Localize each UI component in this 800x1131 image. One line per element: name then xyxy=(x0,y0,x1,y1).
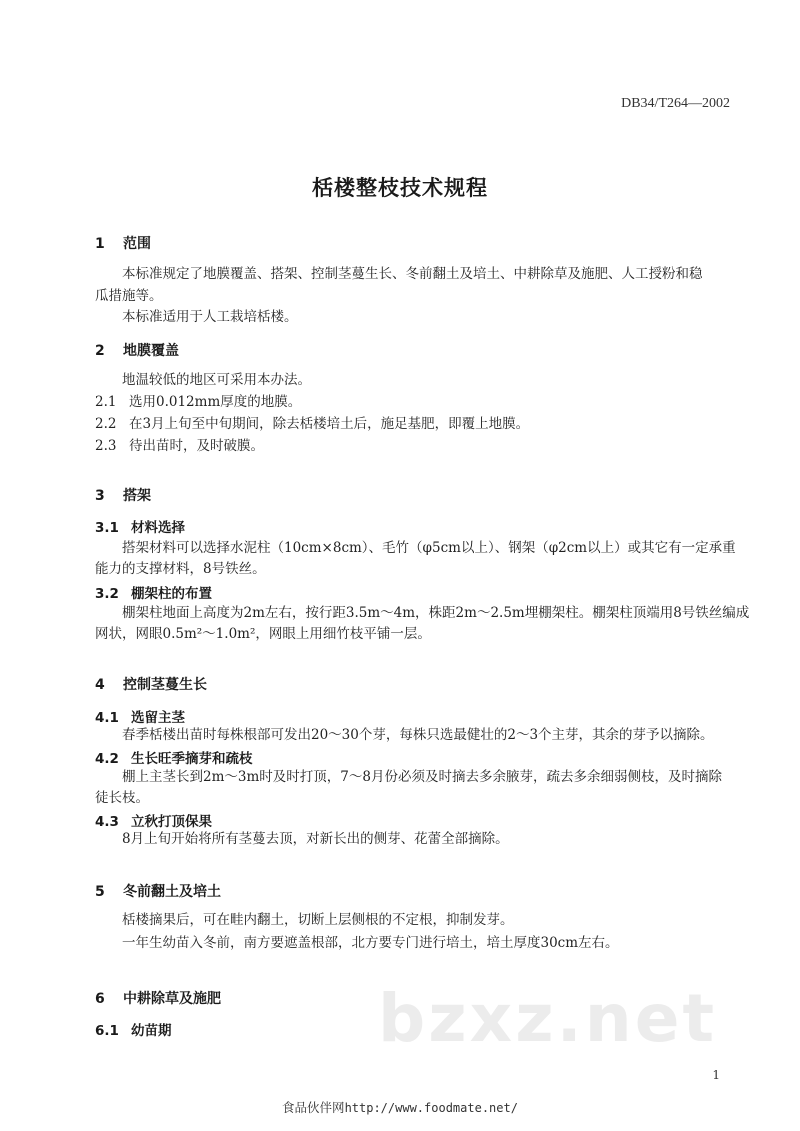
paragraph: 网状，网眼0.5m²～1.0m²，网眼上用细竹枝平铺一层。 xyxy=(95,626,431,642)
section-5-heading xyxy=(95,881,221,901)
section-title: 中耕除草及施肥 xyxy=(123,991,221,1007)
paragraph: 能力的支撑材料，8号铁丝。 xyxy=(95,561,266,577)
item-text: 选用0.012mm厚度的地膜。 xyxy=(129,394,302,410)
standard-code: DB34/T264—2002 xyxy=(621,96,730,111)
section-title: 地膜覆盖 xyxy=(123,343,179,359)
paragraph: 瓜措施等。 xyxy=(95,288,163,304)
section-title: 范围 xyxy=(123,236,151,252)
section-title: 控制茎蔓生长 xyxy=(123,677,207,693)
subsection-6-1-heading xyxy=(95,1019,172,1039)
section-number: 4 xyxy=(95,677,105,693)
paragraph: 棚上主茎长到2m～3m时及时打顶，7～8月份必须及时摘去多余腋芽，疏去多余细弱侧枝，及时摘除 xyxy=(122,769,722,785)
section-title: 冬前翻土及培土 xyxy=(123,884,221,900)
paragraph: 栝楼摘果后，可在畦内翻土，切断上层侧根的不定根，抑制发芽。 xyxy=(122,912,514,928)
section-number: 1 xyxy=(95,236,105,252)
paragraph: 徒长枝。 xyxy=(95,790,149,806)
paragraph: 搭架材料可以选择水泥柱（10cm×8cm）、毛竹（φ5cm以上）、钢架（φ2cm以上）或其它有一定承重 xyxy=(122,540,736,556)
watermark: bzxz.net xyxy=(378,980,718,1057)
subsection-number: 4.2 xyxy=(95,751,119,767)
subsection-number: 6.1 xyxy=(95,1023,119,1039)
footer xyxy=(0,1098,800,1116)
item-number: 2.2 xyxy=(95,416,117,432)
section-6-heading xyxy=(95,988,221,1008)
section-number: 2 xyxy=(95,343,105,359)
paragraph: 一年生幼苗入冬前，南方要遮盖根部，北方要专门进行培土，培土厚度30cm左右。 xyxy=(122,935,619,951)
subsection-number: 4.3 xyxy=(95,814,119,830)
subsection-4-1-heading xyxy=(95,706,185,726)
section-2-heading xyxy=(95,340,179,360)
subsection-number: 3.2 xyxy=(95,586,119,602)
subsection-title: 幼苗期 xyxy=(131,1023,172,1039)
subsection-4-3-heading xyxy=(95,810,212,830)
page-number: 1 xyxy=(712,1068,720,1082)
subsection-4-2-heading xyxy=(95,747,253,767)
item-text: 待出苗时，及时破膜。 xyxy=(129,438,264,454)
item-number: 2.1 xyxy=(95,394,117,410)
section-1-heading xyxy=(95,233,151,253)
list-item xyxy=(95,391,301,413)
section-title: 搭架 xyxy=(123,488,151,504)
page-title: 栝楼整枝技术规程 xyxy=(312,176,488,200)
subsection-number: 4.1 xyxy=(95,710,119,726)
subsection-title: 生长旺季摘芽和疏枝 xyxy=(131,751,253,767)
item-number: 2.3 xyxy=(95,438,117,454)
paragraph: 本标准规定了地膜覆盖、搭架、控制茎蔓生长、冬前翻土及培土、中耕除草及施肥、人工授粉和稳 xyxy=(122,266,703,282)
subsection-title: 选留主茎 xyxy=(131,710,185,726)
list-item xyxy=(95,413,529,435)
footer-link[interactable]: http://www.foodmate.net/ xyxy=(344,1101,518,1115)
subsection-title: 立秋打顶保果 xyxy=(131,814,212,830)
list-item xyxy=(95,435,264,457)
subsection-title: 棚架柱的布置 xyxy=(131,586,212,602)
footer-label: 食品伙伴网 xyxy=(282,1100,345,1115)
section-number: 3 xyxy=(95,488,105,504)
paragraph: 地温较低的地区可采用本办法。 xyxy=(122,372,311,388)
paragraph: 8月上旬开始将所有茎蔓去顶，对新长出的侧芽、花蕾全部摘除。 xyxy=(122,831,509,847)
subsection-3-1-heading xyxy=(95,516,185,536)
section-4-heading xyxy=(95,674,207,694)
paragraph: 棚架柱地面上高度为2m左右，按行距3.5m～4m，株距2m～2.5m埋棚架柱。棚架柱顶端用8号铁丝编成 xyxy=(122,605,750,621)
paragraph: 本标准适用于人工栽培栝楼。 xyxy=(122,309,298,325)
section-number: 5 xyxy=(95,884,105,900)
subsection-number: 3.1 xyxy=(95,520,119,536)
item-text: 在3月上旬至中旬期间，除去栝楼培土后，施足基肥，即覆上地膜。 xyxy=(129,416,530,432)
section-number: 6 xyxy=(95,991,105,1007)
section-3-heading xyxy=(95,485,151,505)
subsection-3-2-heading xyxy=(95,582,212,602)
subsection-title: 材料选择 xyxy=(131,520,185,536)
paragraph: 春季栝楼出苗时每株根部可发出20～30个芽，每株只选最健壮的2～3个主芽，其余的芽予以摘除。 xyxy=(122,727,714,743)
